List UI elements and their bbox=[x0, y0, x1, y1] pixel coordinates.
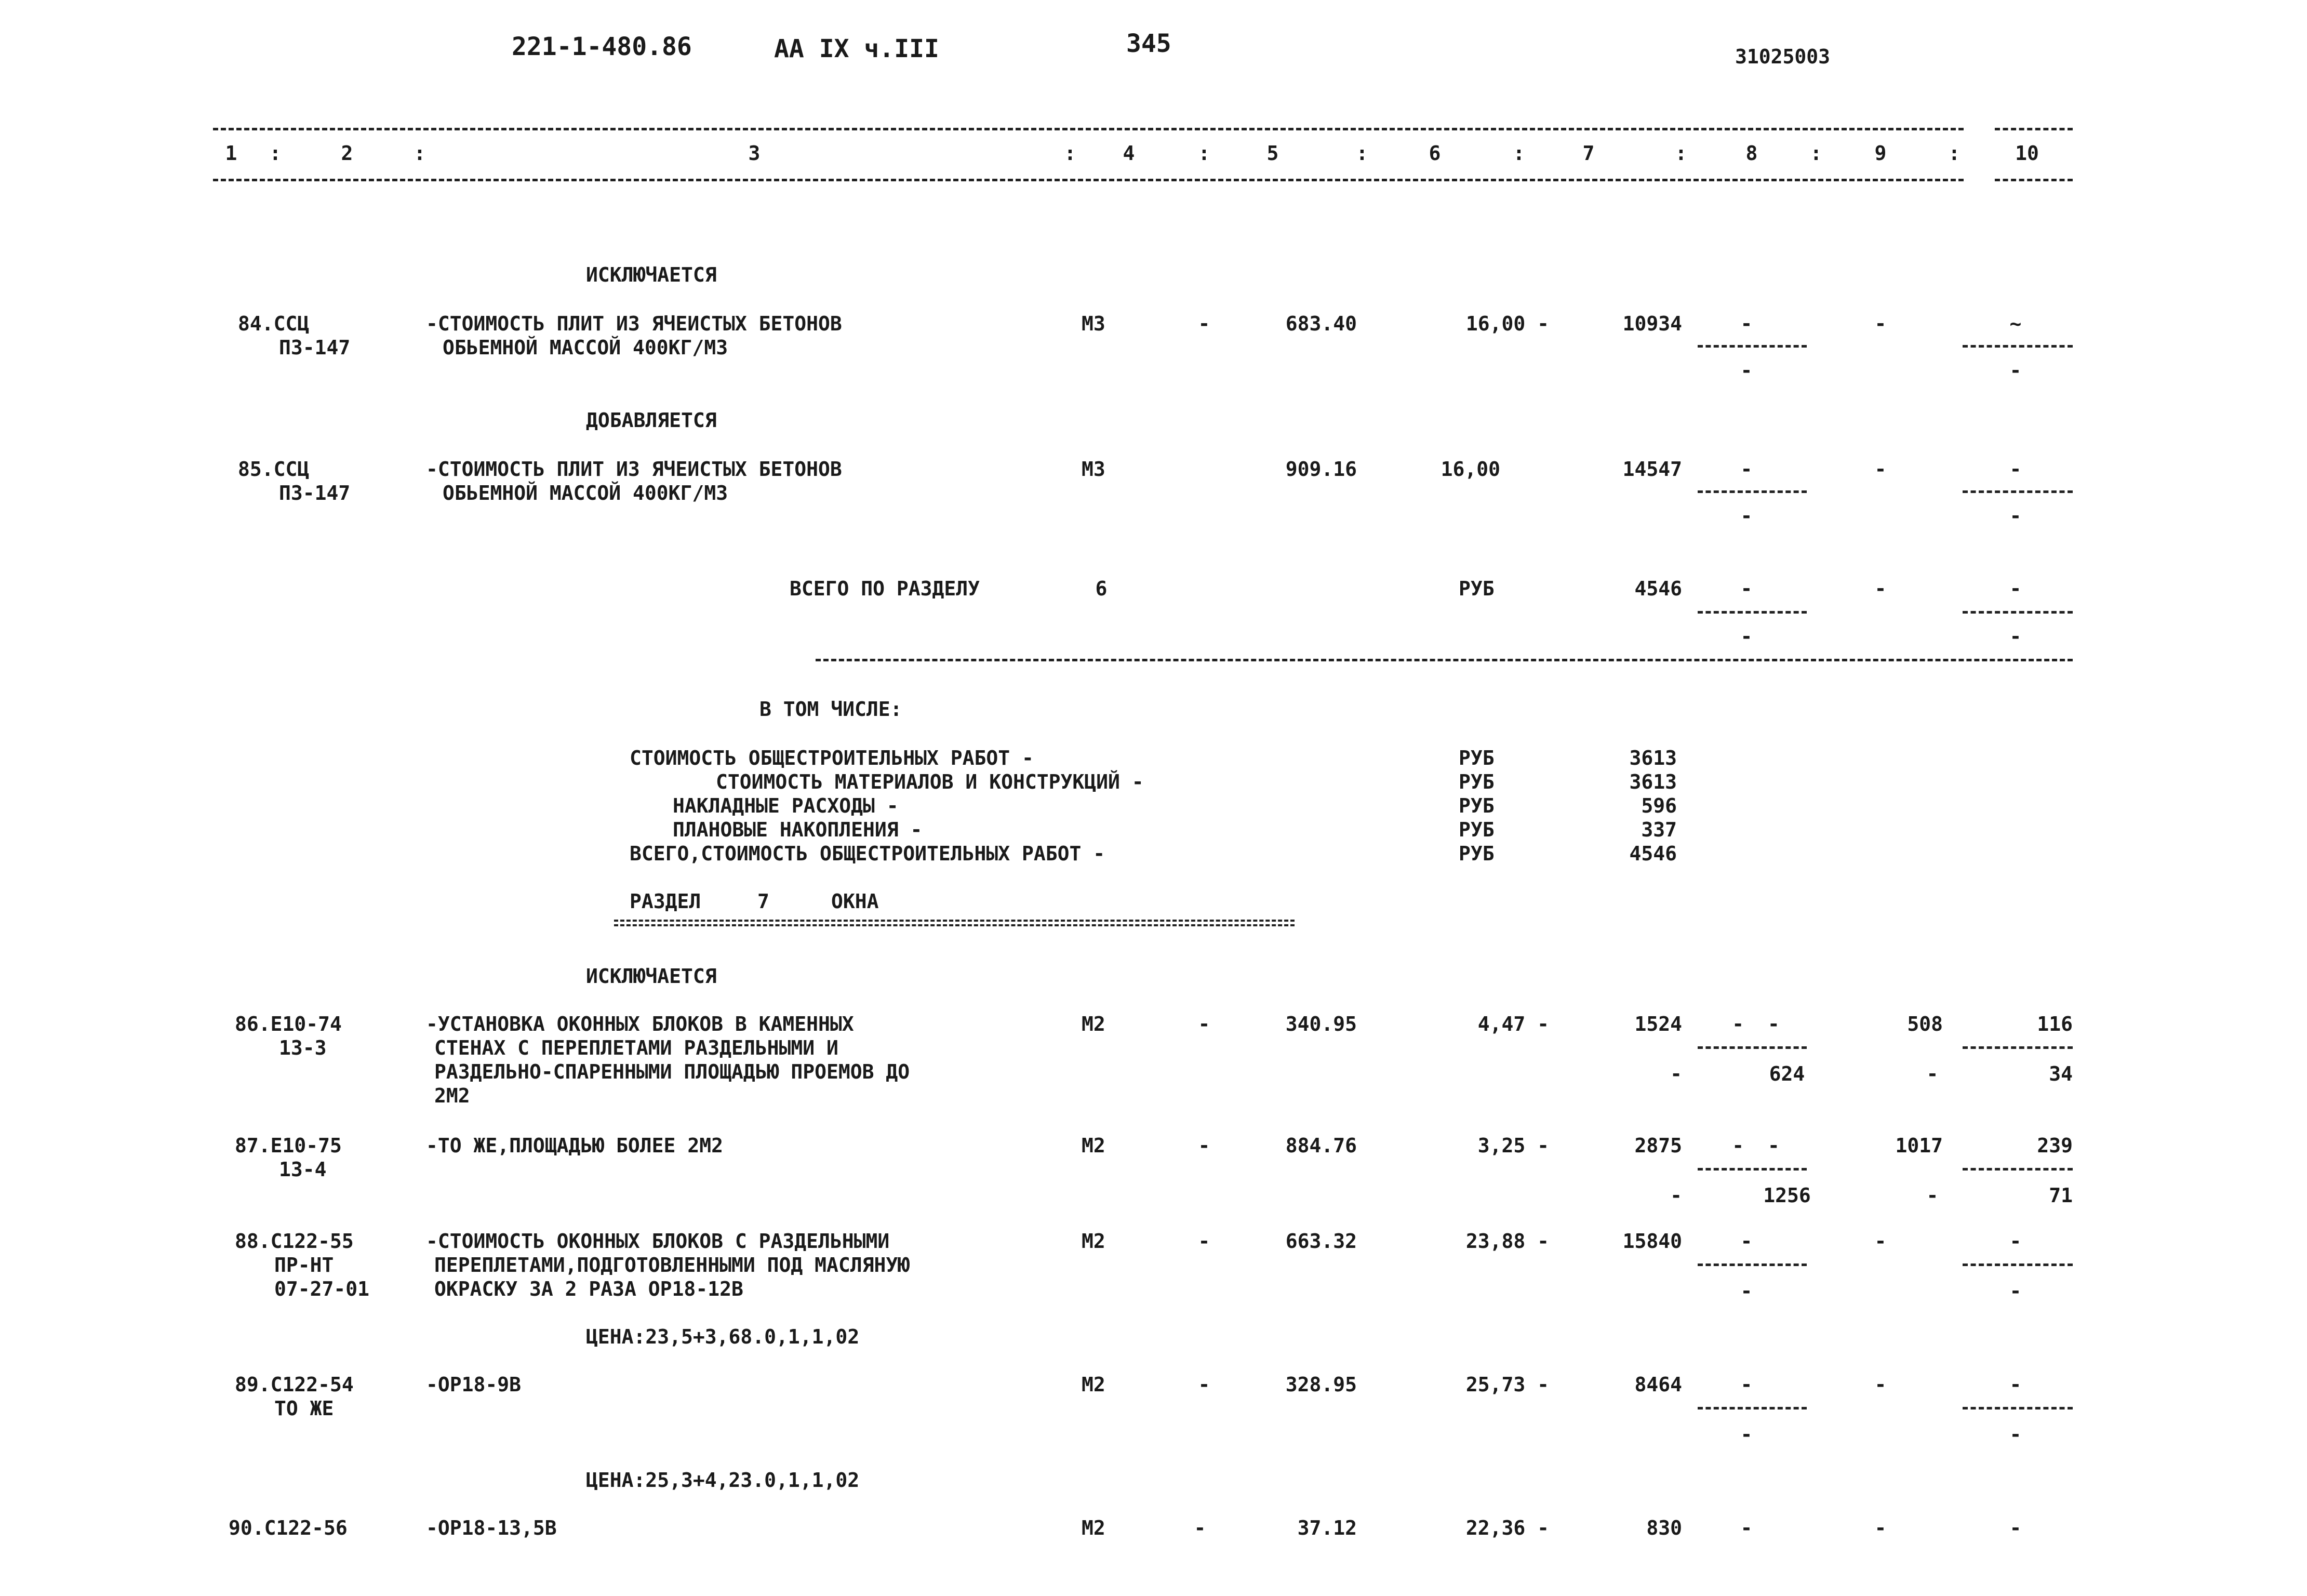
column-8-value: - bbox=[1740, 312, 1753, 335]
column-1-header: 1 bbox=[225, 142, 237, 165]
column-10-value: - bbox=[2009, 504, 2022, 527]
column-separator: : bbox=[1810, 142, 1822, 165]
fraction-line bbox=[1963, 1046, 2073, 1049]
page-number: 345 bbox=[1126, 29, 1171, 58]
item-unit: М3 bbox=[1082, 458, 1105, 481]
fraction-line bbox=[1698, 1264, 1807, 1266]
column-9-header: 9 bbox=[1874, 142, 1887, 165]
item-code-ref: 07-27-01 bbox=[274, 1278, 370, 1300]
breakdown-amount: 596 bbox=[1641, 794, 1677, 817]
item-description: -СТОИМОСТЬ ОКОННЫХ БЛОКОВ С РАЗДЕЛЬНЫМИ bbox=[426, 1230, 890, 1253]
column-7-header: 7 bbox=[1582, 142, 1595, 165]
column-7-value: 830 bbox=[1646, 1517, 1682, 1539]
breakdown-label: СТОИМОСТЬ МАТЕРИАЛОВ И КОНСТРУКЦИЙ - bbox=[716, 770, 1144, 793]
column-9-value: - bbox=[1926, 1062, 1939, 1085]
breakdown-amount: 337 bbox=[1641, 818, 1677, 841]
price-note: ЦЕНА:25,3+4,23.0,1,1,02 bbox=[586, 1469, 860, 1492]
item-code: 85.ССЦ bbox=[238, 458, 310, 481]
column-separator: : bbox=[1198, 142, 1210, 165]
fraction-line bbox=[1963, 1168, 2073, 1171]
breakdown-amount: 3613 bbox=[1629, 770, 1677, 793]
item-description: РАЗДЕЛЬНО-СПАРЕННЫМИ ПЛОЩАДЬЮ ПРОЕМОВ ДО bbox=[434, 1060, 910, 1083]
price-note: ЦЕНА:23,5+3,68.0,1,1,02 bbox=[586, 1325, 860, 1348]
column-7-value: 14547 bbox=[1622, 458, 1682, 481]
fraction-line bbox=[1698, 345, 1807, 348]
column-10-value: 71 bbox=[2049, 1184, 2073, 1207]
column-8-value: 1256 bbox=[1763, 1184, 1811, 1207]
item-description: ОБЬЕМНОЙ МАССОЙ 400КГ/М3 bbox=[443, 336, 728, 359]
column-7-value: 8464 bbox=[1634, 1373, 1682, 1396]
column-9-value: - bbox=[1874, 577, 1887, 600]
column-10-value: 116 bbox=[2037, 1013, 2073, 1035]
column-5-value: 909.16 bbox=[1285, 458, 1357, 481]
item-description: ПЕРЕПЛЕТАМИ,ПОДГОТОВЛЕННЫМИ ПОД МАСЛЯНУЮ bbox=[434, 1254, 910, 1276]
section-total-number: 6 bbox=[1095, 577, 1108, 600]
item-description: -ОР18-9В bbox=[426, 1373, 522, 1396]
item-code: 89.С122-54 bbox=[235, 1373, 354, 1396]
excluded-heading: ИСКЛЮЧАЕТСЯ bbox=[586, 965, 717, 988]
column-6-value: 22,36 - bbox=[1465, 1517, 1549, 1539]
fraction-line bbox=[1963, 345, 2073, 348]
column-8-value: - bbox=[1740, 359, 1753, 382]
column-8-value: - bbox=[1740, 1230, 1753, 1253]
column-6-header: 6 bbox=[1429, 142, 1441, 165]
breakdown-label: ВСЕГО,СТОИМОСТЬ ОБЩЕСТРОИТЕЛЬНЫХ РАБОТ - bbox=[630, 842, 1105, 865]
header-bottom-rule-10 bbox=[1995, 179, 2073, 181]
item-unit: М2 bbox=[1082, 1373, 1105, 1396]
column-8-value: - bbox=[1740, 1517, 1753, 1539]
header-bottom-rule bbox=[213, 179, 1964, 181]
column-7-value: - bbox=[1670, 1184, 1682, 1207]
column-5-header: 5 bbox=[1266, 142, 1279, 165]
fraction-line bbox=[1963, 490, 2073, 493]
column-separator: : bbox=[1513, 142, 1525, 165]
document-code: 221-1-480.86 bbox=[512, 32, 692, 61]
item-code-ref: 13-4 bbox=[279, 1158, 327, 1181]
column-8-header: 8 bbox=[1745, 142, 1758, 165]
column-9-value: 508 bbox=[1907, 1013, 1943, 1035]
item-description: СТЕНАХ С ПЕРЕПЛЕТАМИ РАЗДЕЛЬНЫМИ И bbox=[434, 1036, 838, 1059]
column-4-value: - bbox=[1198, 1134, 1210, 1157]
item-unit: М2 bbox=[1082, 1230, 1105, 1253]
column-3-header: 3 bbox=[748, 142, 761, 165]
column-6-value: 23,88 - bbox=[1465, 1230, 1549, 1253]
breakdown-unit: РУБ bbox=[1459, 770, 1495, 793]
column-separator: : bbox=[1064, 142, 1076, 165]
section-title: ОКНА bbox=[831, 890, 879, 913]
column-8-value: 624 bbox=[1769, 1062, 1805, 1085]
column-5-value: 37.12 bbox=[1297, 1517, 1357, 1539]
column-9-value: - bbox=[1874, 1230, 1887, 1253]
column-2-header: 2 bbox=[341, 142, 353, 165]
column-4-value: - bbox=[1198, 312, 1210, 335]
item-code: 86.Е10-74 bbox=[235, 1013, 342, 1035]
item-code: 87.Е10-75 bbox=[235, 1134, 342, 1157]
column-7-value: - bbox=[1670, 1062, 1682, 1085]
item-code-ref: ПЗ-147 bbox=[279, 482, 351, 504]
header-top-rule bbox=[213, 128, 1964, 130]
column-10-value: - bbox=[2009, 1517, 2022, 1539]
column-6-value: 25,73 - bbox=[1465, 1373, 1549, 1396]
column-6-value: 16,00 - bbox=[1465, 312, 1549, 335]
album-reference: АА IX ч.III bbox=[774, 34, 939, 63]
fraction-line bbox=[1698, 1407, 1807, 1409]
item-unit: М2 bbox=[1082, 1517, 1105, 1539]
fraction-line bbox=[1698, 490, 1807, 493]
column-7-value: 10934 bbox=[1622, 312, 1682, 335]
column-8-value: - bbox=[1740, 458, 1753, 481]
column-6-value: 3,25 - bbox=[1477, 1134, 1549, 1157]
column-4-value: - bbox=[1198, 1230, 1210, 1253]
column-8-value: - bbox=[1740, 1373, 1753, 1396]
item-code-ref: ПЗ-147 bbox=[279, 336, 351, 359]
fraction-line bbox=[1963, 611, 2073, 614]
item-code-ref: ПР-НТ bbox=[274, 1254, 334, 1276]
breakdown-label: СТОИМОСТЬ ОБЩЕСТРОИТЕЛЬНЫХ РАБОТ - bbox=[630, 747, 1034, 769]
column-5-value: 328.95 bbox=[1285, 1373, 1357, 1396]
excluded-heading: ИСКЛЮЧАЕТСЯ bbox=[586, 263, 717, 286]
column-5-value: 683.40 bbox=[1285, 312, 1357, 335]
column-9-value: - bbox=[1926, 1184, 1939, 1207]
fraction-line bbox=[1698, 1046, 1807, 1049]
column-5-value: 340.95 bbox=[1285, 1013, 1357, 1035]
column-10-value: - bbox=[2009, 458, 2022, 481]
item-code-ref: ТО ЖЕ bbox=[274, 1397, 334, 1420]
column-6-value: 4,47 - bbox=[1477, 1013, 1549, 1035]
column-8-value: - bbox=[1740, 625, 1753, 648]
column-8-value: - bbox=[1740, 577, 1753, 600]
column-4-header: 4 bbox=[1123, 142, 1135, 165]
column-9-value: - bbox=[1874, 458, 1887, 481]
column-9-value: - bbox=[1874, 1373, 1887, 1396]
column-10-value: 239 bbox=[2037, 1134, 2073, 1157]
column-4-value: - bbox=[1194, 1517, 1206, 1539]
item-code: 88.С122-55 bbox=[235, 1230, 354, 1253]
column-separator: : bbox=[1948, 142, 1961, 165]
section-label: РАЗДЕЛ bbox=[630, 890, 701, 913]
item-description: 2М2 bbox=[434, 1084, 470, 1107]
item-description: -СТОИМОСТЬ ПЛИТ ИЗ ЯЧЕИСТЫХ БЕТОНОВ bbox=[426, 312, 842, 335]
item-code-ref: 13-3 bbox=[279, 1036, 327, 1059]
column-10-value: - bbox=[2009, 1423, 2022, 1446]
column-8-value: - - bbox=[1732, 1134, 1780, 1157]
column-10-header: 10 bbox=[2015, 142, 2039, 165]
item-description: ОБЬЕМНОЙ МАССОЙ 400КГ/М3 bbox=[443, 482, 728, 504]
column-10-value: - bbox=[2009, 1230, 2022, 1253]
column-4-value: - bbox=[1198, 1013, 1210, 1035]
item-unit: М2 bbox=[1082, 1134, 1105, 1157]
column-9-value: - bbox=[1874, 312, 1887, 335]
section-total-amount: 4546 bbox=[1634, 577, 1682, 600]
breakdown-amount: 3613 bbox=[1629, 747, 1677, 769]
breakdown-unit: РУБ bbox=[1459, 818, 1495, 841]
column-5-value: 884.76 bbox=[1285, 1134, 1357, 1157]
column-7-value: 15840 bbox=[1622, 1230, 1682, 1253]
section-total-unit: РУБ bbox=[1459, 577, 1495, 600]
breakdown-unit: РУБ bbox=[1459, 794, 1495, 817]
fraction-line bbox=[1963, 1264, 2073, 1266]
section-double-rule bbox=[614, 920, 1295, 926]
column-4-value: - bbox=[1198, 1373, 1210, 1396]
section-number: 7 bbox=[757, 890, 769, 913]
column-9-value: - bbox=[1874, 1517, 1887, 1539]
column-10-value: - bbox=[2009, 625, 2022, 648]
column-10-value: - bbox=[2009, 359, 2022, 382]
column-separator: : bbox=[414, 142, 426, 165]
item-description: -СТОИМОСТЬ ПЛИТ ИЗ ЯЧЕИСТЫХ БЕТОНОВ bbox=[426, 458, 842, 481]
column-8-value: - - bbox=[1732, 1013, 1780, 1035]
item-code: 84.ССЦ bbox=[238, 312, 310, 335]
breakdown-label: НАКЛАДНЫЕ РАСХОДЫ - bbox=[673, 794, 899, 817]
column-10-value: 34 bbox=[2049, 1062, 2073, 1085]
column-separator: : bbox=[269, 142, 282, 165]
breakdown-unit: РУБ bbox=[1459, 747, 1495, 769]
breakdown-label: ПЛАНОВЫЕ НАКОПЛЕНИЯ - bbox=[673, 818, 923, 841]
document-number: 31025003 bbox=[1735, 45, 1831, 68]
including-heading: В ТОМ ЧИСЛЕ: bbox=[759, 698, 902, 721]
item-unit: М3 bbox=[1082, 312, 1105, 335]
fraction-line bbox=[1698, 1168, 1807, 1171]
column-10-value: - bbox=[2009, 1373, 2022, 1396]
header-top-rule-10 bbox=[1995, 128, 2073, 130]
column-10-value: - bbox=[2009, 1280, 2022, 1302]
column-separator: : bbox=[1356, 142, 1368, 165]
column-10-value: ~ bbox=[2009, 312, 2022, 335]
column-8-value: - bbox=[1740, 1423, 1753, 1446]
column-10-value: - bbox=[2009, 577, 2022, 600]
item-description: -УСТАНОВКА ОКОННЫХ БЛОКОВ В КАМЕННЫХ bbox=[426, 1013, 854, 1035]
breakdown-amount: 4546 bbox=[1629, 842, 1677, 865]
column-6-value: 16,00 bbox=[1441, 458, 1500, 481]
breakdown-unit: РУБ bbox=[1459, 842, 1495, 865]
column-8-value: - bbox=[1740, 1280, 1753, 1302]
total-separator-rule bbox=[816, 659, 2073, 661]
section-total-label: ВСЕГО ПО РАЗДЕЛУ bbox=[790, 577, 980, 600]
column-separator: : bbox=[1675, 142, 1687, 165]
item-description: -ТО ЖЕ,ПЛОЩАДЬЮ БОЛЕЕ 2М2 bbox=[426, 1134, 723, 1157]
column-9-value: 1017 bbox=[1895, 1134, 1943, 1157]
item-description: ОКРАСКУ ЗА 2 РАЗА ОР18-12В bbox=[434, 1278, 743, 1300]
added-heading: ДОБАВЛЯЕТСЯ bbox=[586, 409, 717, 432]
column-7-value: 1524 bbox=[1634, 1013, 1682, 1035]
fraction-line bbox=[1698, 611, 1807, 614]
item-unit: М2 bbox=[1082, 1013, 1105, 1035]
item-description: -ОР18-13,5В bbox=[426, 1517, 557, 1539]
column-5-value: 663.32 bbox=[1285, 1230, 1357, 1253]
item-code: 90.С122-56 bbox=[229, 1517, 348, 1539]
column-7-value: 2875 bbox=[1634, 1134, 1682, 1157]
column-8-value: - bbox=[1740, 504, 1753, 527]
fraction-line bbox=[1963, 1407, 2073, 1409]
